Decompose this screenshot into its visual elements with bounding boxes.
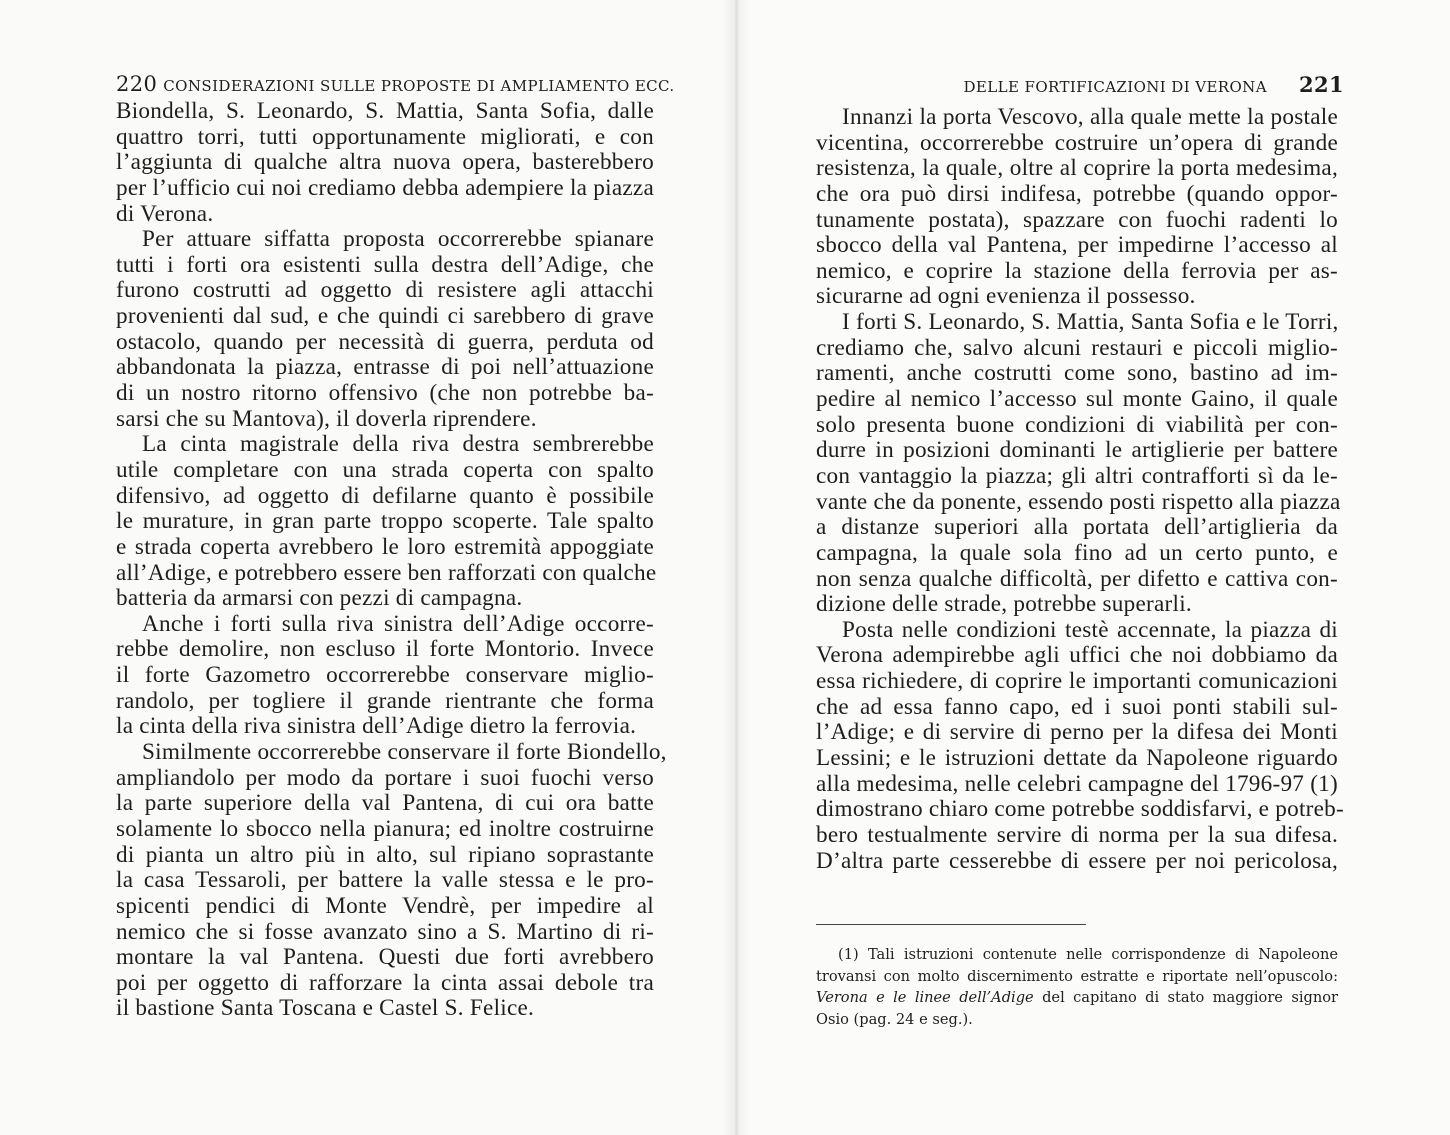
page-number-right: 221 [1298, 72, 1344, 97]
text-line: tunamente postata), spazzare con fuochi radenti lo [816, 206, 1338, 233]
text-line: La cinta magistrale della riva destra sembrerebbe [142, 431, 654, 458]
page-number-left: 220 [116, 72, 158, 96]
text-line: nemico che si fosse avanzato sino a S. Martino di ri- [116, 918, 654, 945]
footnote-line: Osio (pag. 24 e seg.). [816, 1010, 973, 1028]
text-line: non senza qualche difficoltà, per difetto e cattiva con- [816, 565, 1338, 592]
right-page [736, 0, 1450, 1135]
text-line: a distanze superiori alla portata dell’artiglieria da [816, 514, 1338, 541]
text-line: ampliandolo per modo da portare i suoi fuochi verso [116, 764, 654, 791]
text-line: di pianta un altro più in alto, sul ripiano soprastante [116, 841, 654, 868]
text-line: l’aggiunta di qualche altra nuova opera, basterebbero [116, 149, 654, 176]
text-line: solamente lo sbocco nella pianura; ed inoltre costruirne [116, 815, 654, 842]
book-gutter [722, 0, 750, 1135]
text-line: l’Adige; e di servire di perno per la difesa dei Monti [816, 719, 1338, 746]
right-page-header [944, 72, 1344, 98]
running-head-left: CONSIDERAZIONI SULLE PROPOSTE DI AMPLIAMENTO ECC. [163, 77, 675, 95]
text-line: di un nostro ritorno offensivo (che non potrebbe ba- [116, 380, 654, 407]
text-line: quattro torri, tutti opportunamente migliorati, e con [116, 123, 654, 150]
footnote-line: (1) Tali istruzioni contenute nelle corrispondenze di Napoleone [838, 946, 1338, 963]
text-line: sicurarne ad ogni evenienza il possesso. [816, 283, 1196, 310]
footnote-line [816, 987, 1338, 1009]
left-page-header [116, 72, 675, 98]
text-line: provenienti dal sud, e che quindi ci sarebbero di grave [116, 303, 654, 330]
text-line: la casa Tessaroli, per battere la valle stessa e le pro- [116, 867, 654, 894]
text-line: la cinta della riva sinistra dell’Adige dietro la ferrovia. [116, 713, 637, 740]
text-line: spicenti pendici di Monte Vendrè, per impedire al [116, 892, 654, 919]
text-line: Lessini; e le istruzioni dettate da Napoleone riguardo [816, 745, 1338, 772]
text-line: vicentina, occorrerebbe costruire un’opera di grande [816, 129, 1338, 156]
text-line: Verona adempirebbe agli uffici che noi dobbiamo da [816, 642, 1338, 669]
left-page-text [116, 98, 667, 1022]
text-line: pedire al nemico l’accesso sul monte Gaino, il quale [816, 386, 1338, 413]
text-line: D’altra parte cesserebbe di essere per noi pericolosa, [816, 847, 1338, 874]
running-head-right: DELLE FORTIFICAZIONI DI VERONA [963, 78, 1267, 96]
text-line: Biondella, S. Leonardo, S. Mattia, Santa Sofia, dalle [116, 98, 654, 124]
text-line: Similmente occorrerebbe conservare il forte Biondello, [142, 739, 667, 766]
text-line: durre in posizioni dominanti le artiglierie per battere [816, 437, 1338, 464]
text-line: abbandonata la piazza, entrasse di poi nell’attuazione [116, 354, 654, 381]
text-line: Innanzi la porta Vescovo, alla quale mette la postale [842, 104, 1338, 130]
text-line: il forte Gazometro occorrerebbe conservare miglio- [116, 662, 654, 689]
text-line: alla medesima, nelle celebri campagne del 1796-97 (1) [816, 770, 1338, 797]
text-line: rebbe demolire, non escluso il forte Montorio. Invece [116, 636, 654, 663]
text-line: batteria da armarsi con pezzi di campagna. [116, 585, 523, 612]
text-line: essa richiedere, di coprire le importanti comunicazioni [816, 668, 1338, 695]
text-line: le murature, in gran parte troppo scoperte. Tale spalto [116, 508, 654, 535]
text-line: Anche i forti sulla riva sinistra dell’Adige occorre- [142, 610, 654, 637]
text-line: con vantaggio la piazza; gli altri contrafforti sì da le- [816, 462, 1338, 489]
text-line: I forti S. Leonardo, S. Mattia, Santa Sofia e le Torri, [842, 309, 1339, 336]
text-line: ramenti, anche costrutti come sono, bastino ad im- [816, 360, 1338, 387]
text-line: bero testualmente servire di norma per la sua difesa. [816, 821, 1338, 848]
text-line: per l’ufficio cui noi crediamo debba adempiere la piazza [116, 174, 654, 201]
text-line: che ora può dirsi indifesa, potrebbe (quando oppor- [816, 180, 1338, 207]
text-line: utile completare con una strada coperta con spalto [116, 456, 654, 483]
text-line: poi per oggetto di rafforzare la cinta assai debole tra [116, 969, 654, 996]
text-line: all’Adige, e potrebbero essere ben rafforzati con qualche [116, 559, 657, 586]
footnote-line-rest: del capitano di stato maggiore signor [1033, 989, 1338, 1006]
text-line: difensivo, ad oggetto di defilarne quanto è possibile [116, 482, 654, 509]
right-page-text [816, 104, 1344, 874]
text-line: il bastione Santa Toscana e Castel S. Felice. [116, 995, 535, 1022]
text-line: solo presenta buone condizioni di viabilità per con- [816, 411, 1338, 438]
text-line: campagna, la quale sola fino ad un certo punto, e [816, 539, 1338, 566]
footnote-italic-title: Verona e le linee dell’Adige [816, 989, 1034, 1006]
footnote-divider [816, 924, 1086, 925]
text-line: di Verona. [116, 200, 214, 227]
text-line: Posta nelle condizioni testè accennate, la piazza di [842, 616, 1338, 643]
text-line: e strada coperta avrebbero le loro estremità appoggiate [116, 533, 654, 560]
text-line: randolo, per togliere il grande rientrante che forma [116, 687, 654, 714]
text-line: Per attuare siffatta proposta occorrerebbe spianare [142, 226, 654, 253]
text-line: crediamo che, salvo alcuni restauri e piccoli miglio- [816, 334, 1338, 361]
text-line: nemico, e coprire la stazione della ferrovia per as- [816, 257, 1338, 284]
text-line: sarsi che su Mantova), il doverla riprendere. [116, 405, 537, 432]
text-line: la parte superiore della val Pantena, di cui ora batte [116, 790, 654, 817]
text-line: furono costrutti ad oggetto di resistere agli attacchi [116, 277, 654, 304]
text-line: dizione delle strade, potrebbe superarli. [816, 591, 1192, 618]
text-line: ostacolo, quando per necessità di guerra, perduta od [116, 328, 654, 355]
text-line: tutti i forti ora esistenti sulla destra dell’Adige, che [116, 251, 654, 278]
text-line: che ad essa fanno capo, ed i suoi ponti stabili sul- [816, 693, 1338, 720]
text-line: vante che da ponente, essendo posti rispetto alla piazza [816, 488, 1341, 515]
text-line: montare la val Pantena. Questi due forti avrebbero [116, 944, 654, 971]
footnote-line: trovansi con molto discernimento estratte e riportate nell’opuscolo: [816, 967, 1338, 985]
text-line: dimostrano chiaro come potrebbe soddisfarvi, e potreb- [816, 796, 1344, 823]
footnote [816, 944, 1338, 1030]
text-line: resistenza, la quale, oltre al coprire la porta medesima, [816, 155, 1338, 182]
text-line: sbocco della val Pantena, per impedirne l’accesso al [816, 232, 1338, 259]
